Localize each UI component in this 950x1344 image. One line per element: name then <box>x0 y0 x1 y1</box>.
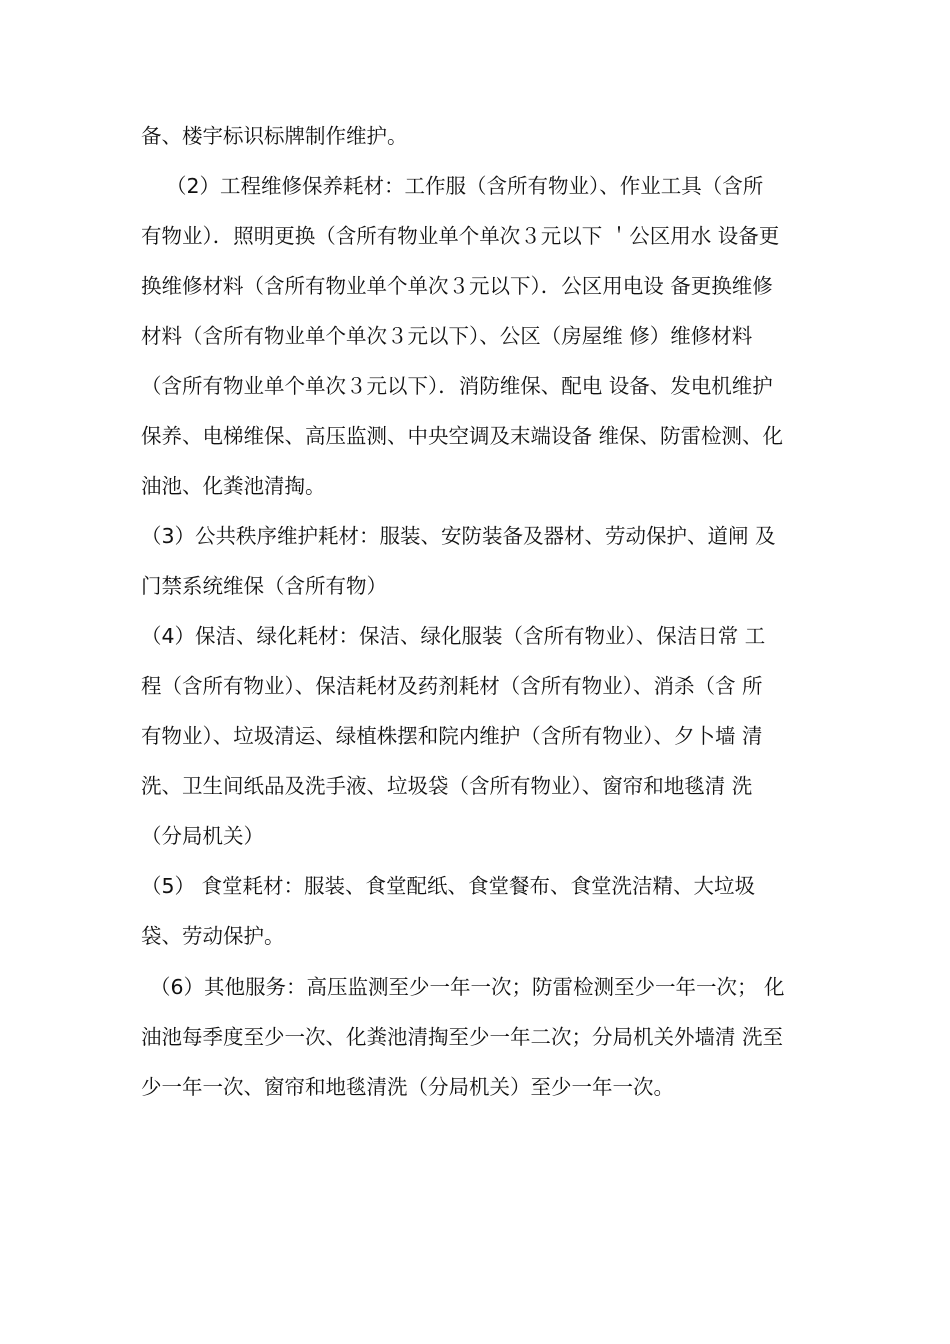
text-line: 袋、劳动保护。 <box>141 924 285 948</box>
text-line: （6）其他服务：高压监测至少一年一次；防雷检测至少一年一次； 化 <box>150 975 785 999</box>
text-line: 材料（含所有物业单个单次３元以下）、公区（房屋维 修）维修材料 <box>141 324 753 348</box>
text-line: 油池、化粪池清掏。 <box>141 474 326 498</box>
text-line: 少一年一次、窗帘和地毯清洗（分局机关）至少一年一次。 <box>141 1075 674 1099</box>
text-line: （分局机关） <box>141 824 264 848</box>
text-line: 保养、电梯维保、高压监测、中央空调及末端设备 维保、防雷检测、化 <box>141 424 784 448</box>
text-line: （5） 食堂耗材：服装、食堂配纸、食堂餐布、食堂洗洁精、大垃圾 <box>141 874 756 898</box>
text-line: （2）工程维修保养耗材：工作服（含所有物业）、作业工具（含所 <box>166 174 764 198</box>
text-line: （4）保洁、绿化耗材：保洁、绿化服装（含所有物业）、保洁日常 工 <box>141 624 766 648</box>
text-line: 油池每季度至少一次、化粪池清掏至少一年二次；分局机关外墙清 洗至 <box>141 1025 784 1049</box>
text-line: 程（含所有物业）、保洁耗材及药剂耗材（含所有物业）、消杀（含 所 <box>141 674 763 698</box>
text-line: 有物业）．照明更换（含所有物业单个单次３元以下 ＇公区用水 设备更 <box>141 224 780 248</box>
text-line: 备、楼宇标识标牌制作维护。 <box>141 124 408 148</box>
text-line: 有物业）、垃圾清运、绿植株摆和院内维护（含所有物业）、夕卜墙 清 <box>141 724 763 748</box>
text-line: （3）公共秩序维护耗材：服装、安防装备及器材、劳动保护、道闸 及 <box>141 524 776 548</box>
text-line: 门禁系统维保（含所有物） <box>141 574 387 598</box>
text-line: （含所有物业单个单次３元以下）．消防维保、配电 设备、发电机维护 <box>141 374 773 398</box>
text-line: 换维修材料（含所有物业单个单次３元以下）．公区用电设 备更换维修 <box>141 274 773 298</box>
text-line: 洗、卫生间纸品及洗手液、垃圾袋（含所有物业）、窗帘和地毯清 洗 <box>141 774 753 798</box>
